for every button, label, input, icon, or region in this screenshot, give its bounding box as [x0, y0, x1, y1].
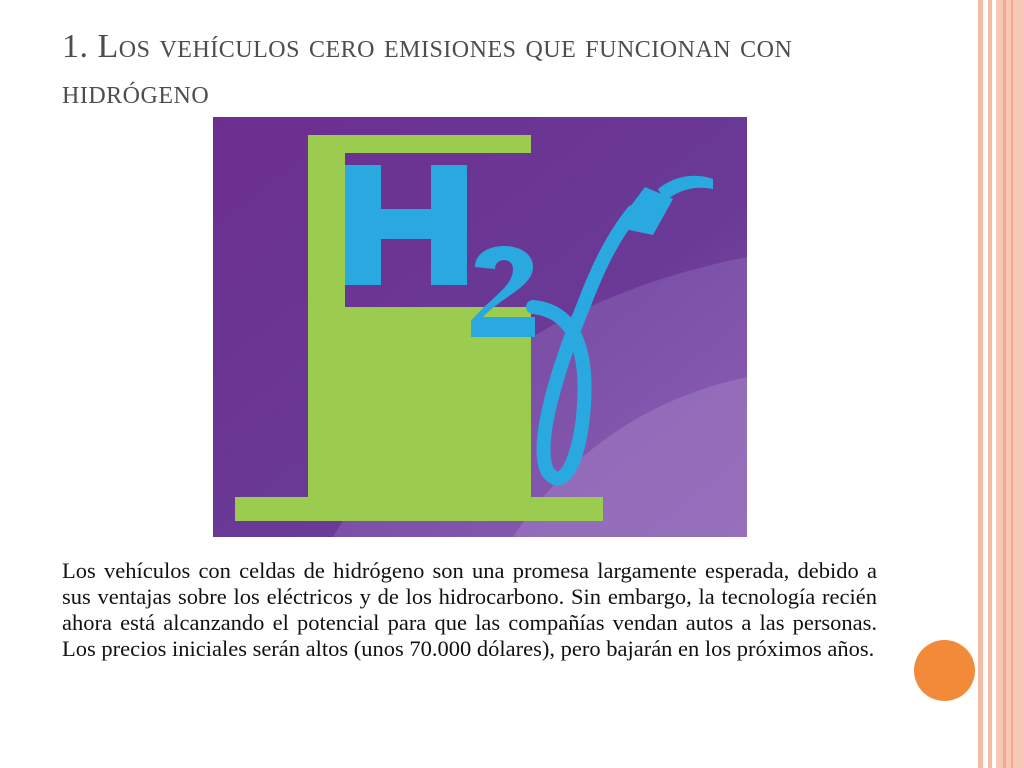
decorative-stripe	[1003, 0, 1006, 768]
hydrogen-fuel-pump-icon	[213, 117, 747, 537]
decorative-stripe	[996, 0, 1024, 768]
slide-title: 1. Los vehículos cero emisiones que funcionan con hidrógeno	[62, 28, 793, 111]
accent-dot	[914, 640, 975, 701]
decorative-stripe	[988, 0, 992, 768]
slide-body-paragraph: Los vehículos con celdas de hidrógeno son una promesa largamente esperada, debido a sus ventajas sobre los eléctricos y de los hidrocarbono. Sin embargo, la tecnología recién ahora está alcanzando el potencial para que las compañías vendan autos a las personas. Los precios iniciales serán altos (unos 70.000 dólares), pero bajarán en los próximos años.	[62, 558, 877, 661]
decorative-stripe	[978, 0, 983, 768]
decorative-stripe	[1011, 0, 1013, 768]
